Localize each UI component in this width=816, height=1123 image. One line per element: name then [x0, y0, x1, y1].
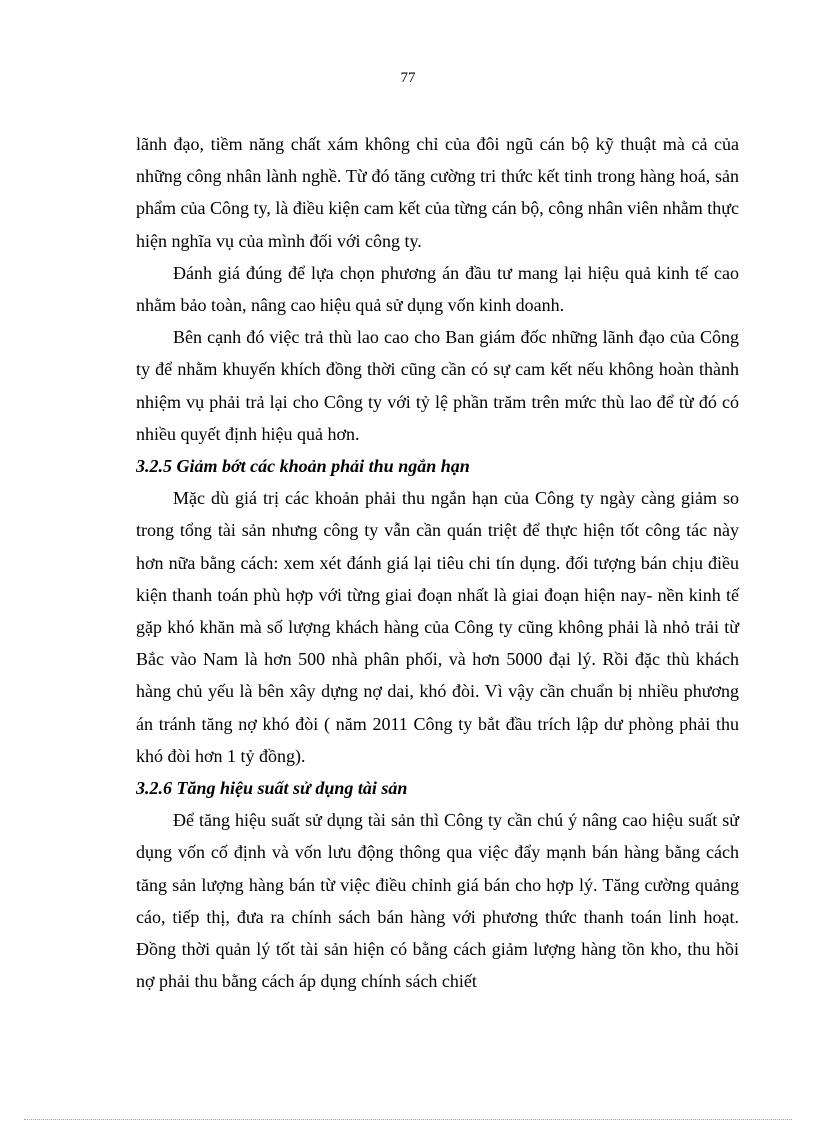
paragraph-leadership: lãnh đạo, tiềm năng chất xám không chỉ của đôi ngũ cán bộ kỹ thuật mà cả của những công nhân lành nghề. Từ đó tăng cường tri thức kết tinh trong hàng hoá, sản phẩm của Công ty, là điều kiện cam kết của từng cán bộ, công nhân viên nhằm thực hiện nghĩa vụ của mình đối với công ty.	[136, 134, 739, 251]
paragraph-receivables: Mặc dù giá trị các khoản phải thu ngắn hạn của Công ty ngày càng giảm so trong tổng tài sản nhưng công ty vẫn cần quán triệt để thực hiện tốt công tác này hơn nữa bằng cách: xem xét đánh giá lại tiêu chi tín dụng. đối tượng bán chịu điều kiện thanh toán phù hợp với từng giai đoạn nhất là giai đoạn hiện nay- nền kinh tế gặp khó khăn mà số lượng khách hàng của Công ty cũng không phải là nhỏ trải từ Bắc vào Nam là hơn 500 nhà phân phối, và hơn 5000 đại lý. Rồi đặc thù khách hàng chủ yếu là bên xây dựng nợ dai, khó đòi. Vì vậy cần chuẩn bị nhiều phương án tránh tăng nợ khó đòi ( năm 2011 Công ty bắt đầu trích lập dư phòng phải thu khó đòi hơn 1 tỷ đồng).	[136, 488, 739, 766]
section-heading-asset-efficiency: 3.2.6 Tăng hiệu suất sử dụng tài sản	[136, 778, 408, 799]
document-body	[136, 128, 739, 997]
section-heading-receivables: 3.2.5 Giảm bớt các khoản phải thu ngắn hạn	[136, 456, 470, 477]
paragraph-compensation: Bên cạnh đó việc trả thù lao cao cho Ban giám đốc những lãnh đạo của Công ty để nhằm khuyến khích đồng thời cũng cần có sự cam kết nếu không hoàn thành nhiệm vụ phải trả lại cho Công ty với tỷ lệ phần trăm trên mức thù lao để từ đó có nhiều quyết định hiệu quả hơn.	[136, 327, 739, 444]
page-bottom-divider	[24, 1119, 792, 1120]
paragraph-investment: Đánh giá đúng để lựa chọn phương án đầu tư mang lại hiệu quả kinh tế cao nhằm bảo toàn, nâng cao hiệu quả sử dụng vốn kinh doanh.	[136, 262, 739, 316]
paragraph-asset-efficiency: Để tăng hiệu suất sử dụng tài sản thì Công ty cần chú ý nâng cao hiệu suất sử dụng vốn cố định và vốn lưu động thông qua việc đẩy mạnh bán hàng bằng cách tăng sản lượng hàng bán từ việc điều chỉnh giá bán cho hợp lý. Tăng cường quảng cáo, tiếp thị, đưa ra chính sách bán hàng với phương thức thanh toán linh hoạt. Đồng thời quản lý tốt tài sản hiện có bằng cách giảm lượng hàng tồn kho, thu hồi nợ phải thu bằng cách áp dụng chính sách chiết	[136, 810, 739, 992]
page-number: 77	[400, 70, 416, 86]
